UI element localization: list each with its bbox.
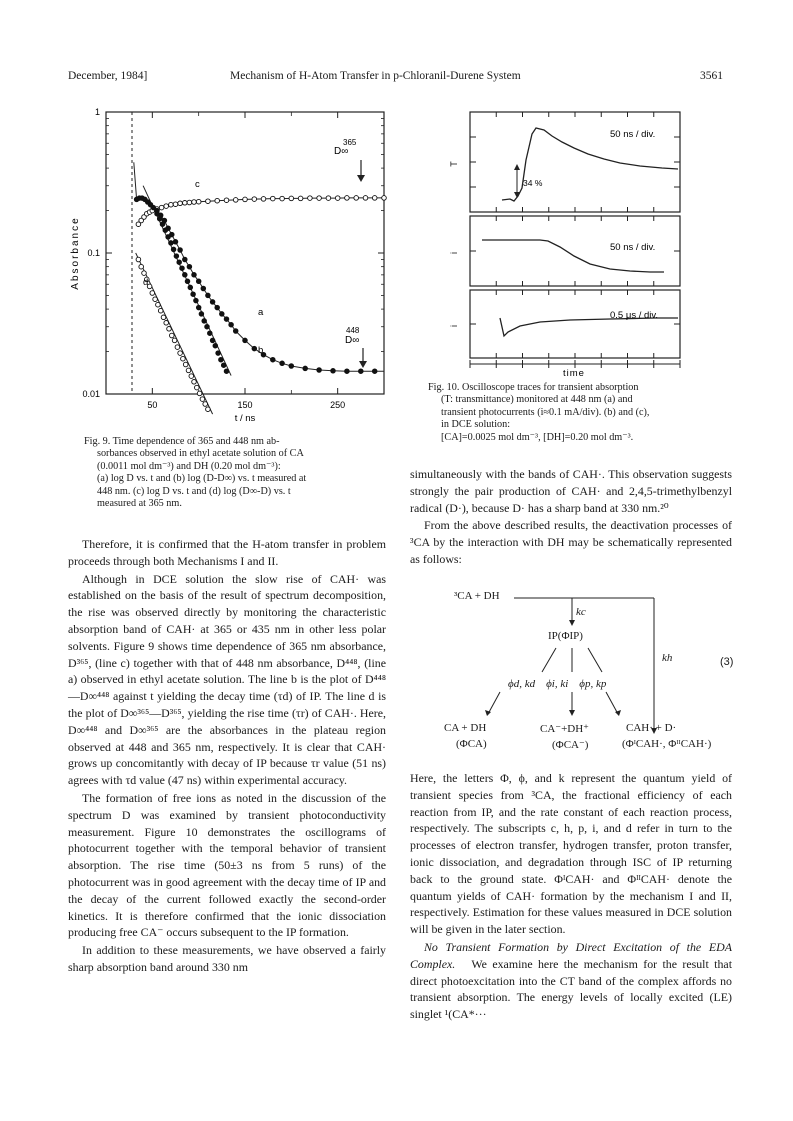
fig9-point-a xyxy=(173,240,178,245)
fig9-point-b xyxy=(177,260,182,265)
fig9-point-c xyxy=(243,197,248,202)
fig9-point-c xyxy=(345,196,350,201)
fig9-point-d xyxy=(164,321,169,326)
fig9-xtick-label: 150 xyxy=(237,400,253,410)
fig9-point-b xyxy=(180,266,185,271)
paragraph: Therefore, it is confirmed that the H-atom transfer in problem proceeds through both Mechanisms I and II. xyxy=(68,537,386,568)
fig9-point-c xyxy=(159,205,164,210)
fig9-point-c xyxy=(173,202,178,207)
fig9-label-c: c xyxy=(195,179,200,190)
fig9-point-b xyxy=(183,273,188,278)
fig10-caption-line: (T: transmittance) monitored at 448 nm (a) and xyxy=(441,394,633,406)
fig9-point-a xyxy=(229,322,234,327)
fig10-ylabel-i: i xyxy=(449,252,459,254)
fig9-point-d xyxy=(206,407,211,412)
fig9-label-a: a xyxy=(258,307,264,318)
fig9-point-d xyxy=(150,291,155,296)
fig9-point-a xyxy=(331,369,336,374)
fig9-caption-line: (a) log D vs. t and (b) log (D-D∞) vs. t measured at xyxy=(97,473,307,485)
paragraph: The formation of free ions as noted in the discussion of the spectrum D was examined by transient photoconductivity measurement. Figure 10 demonstrates the oscillograms of photocurrent together with the temporal behavior of transient absorption. The rise time (50±3 ns from 5 runs) of the photocurrent was in good agreement with the decay time of IP and the decay of the current followed exactly the second-order kinetics. It is therefore confirmed that the ionic dissociation producing free CA⁻ occurs subsequent to the IP formation. xyxy=(68,790,386,940)
fig10-caption-line: Fig. 10. Oscilloscope traces for transient absorption xyxy=(428,382,639,393)
fig9-point-b xyxy=(221,363,226,368)
fig9-dinf448: D∞ xyxy=(345,335,360,346)
fig9-point-a xyxy=(201,286,206,291)
fig9-point-c xyxy=(382,196,387,201)
fig9-point-a xyxy=(303,366,308,371)
fig9-point-d xyxy=(170,333,175,338)
fig9-point-b xyxy=(199,312,204,317)
fig9-point-c xyxy=(183,201,188,206)
fig9-point-c xyxy=(252,197,257,202)
fig9-point-d xyxy=(181,356,186,361)
fig9-point-d xyxy=(167,327,172,332)
fig9-point-a xyxy=(271,357,276,362)
fig9-point-b xyxy=(213,343,218,348)
fig9-arrowhead-448 xyxy=(359,361,367,368)
fig9-point-c xyxy=(280,196,285,201)
fig9-point-d xyxy=(183,362,188,367)
fig9-caption-line: measured at 365 nm. xyxy=(97,498,182,510)
fig9-point-c xyxy=(289,196,294,201)
fig9-point-b xyxy=(205,324,210,329)
fig10-panel2-label: 50 ns / div. xyxy=(610,242,656,253)
fig9-point-c xyxy=(372,196,377,201)
section-heading: No Transient Formation by Direct Excitation of the EDA Complex. xyxy=(410,939,732,971)
fig9-point-b xyxy=(155,211,160,216)
fig9-point-a xyxy=(317,368,322,373)
fig9-point-a xyxy=(289,364,294,369)
fig9-point-a xyxy=(359,369,364,374)
fig9-point-a xyxy=(252,346,257,351)
scheme-product-ground: CA + DH xyxy=(444,722,487,734)
fig9-point-b xyxy=(194,298,199,303)
fig9-caption-line: sorbances observed in ethyl acetate solution of CA xyxy=(97,448,304,460)
scheme-product-radicals: CAH· + D· xyxy=(626,722,677,734)
fig9-xtick-label: 250 xyxy=(330,400,346,410)
fig9-point-d xyxy=(192,380,197,385)
fig9-point-b xyxy=(157,216,162,221)
scheme-kh: kh xyxy=(662,652,673,664)
fig9-point-a xyxy=(243,338,248,343)
fig9-ytick-label: 0.1 xyxy=(87,248,100,258)
fig10-xlabel: time xyxy=(563,368,585,379)
fig9-point-a xyxy=(224,317,229,322)
reaction-scheme xyxy=(430,586,740,756)
fig9-point-c xyxy=(308,196,313,201)
fig9-point-d xyxy=(153,297,158,302)
paragraph: Although in DCE solution the slow rise of CAH· was established on the basis of the result of spectrum decomposition, the rise was observed directly by monitoring the characteristic absorption band of CAH· at 365 or 435 nm in other less polar solvents. Figure 9 shows time dependence of 365 nm absorbance, D³⁶⁵, (line c) together with that of 448 nm absorbance, D⁴⁴⁸, (line a) observed in ethyl acetate solution. The line b is the plot of D⁴⁴⁸—D∞⁴⁴⁸ against t yielding the decay time (τd) of IP. The line d is the plot of D∞³⁶⁵—D³⁶⁵, yielding the rise time (τr) of CAH·. Here, D∞⁴⁴⁸ and D∞³⁶⁵ are the absorbances in the plateau region observed at 448 and 365 nm, respectively. It is clear that CAH· grows up concomitantly with decay of IP because τr value (51 ns) agrees with τd value (47 ns) within experimental accuracy. xyxy=(68,571,386,788)
fig9-point-c xyxy=(178,201,183,206)
paragraph: Here, the letters Φ, ϕ, and k represent the quantum yield of transient species from ³CA, the fractional efficiency of each reaction from IP, and the rate constant of each reaction process, respectively. The subscripts c, h, p, i, and d refer in turn to the processes of electron transfer, hydrogen transfer, proton transfer, ionic dissociation, and degradation through ISC of IP returning back to the ground state. ΦᴵCAH· and ΦᴵᴵCAH· denote the quantum yields of CAH· formation by the mechanism I and II, respectively. Estimation for these values measured in DCE solution will be given in the later section. xyxy=(410,771,732,937)
fig9-point-a xyxy=(215,305,220,310)
paragraph: In addition to these measurements, we have observed a fairly sharp absorption band around 330 nm xyxy=(68,943,386,974)
fig9-ylabel: Absorbance xyxy=(70,216,81,290)
fig9-point-c xyxy=(215,198,220,203)
left-column-text xyxy=(68,536,386,977)
fig9-point-c xyxy=(298,196,303,201)
fig9-point-b xyxy=(171,247,176,252)
fig9-point-a xyxy=(183,257,188,262)
fig9-point-d xyxy=(197,391,202,396)
fig9-xlabel: t / ns xyxy=(234,413,256,424)
fig9-point-d xyxy=(189,374,194,379)
fig9-point-d xyxy=(161,315,166,320)
fig9-label-b: b xyxy=(258,345,264,356)
fig10-ylabel-t: T xyxy=(449,161,459,167)
fig9-point-c xyxy=(363,196,368,201)
fig9-point-b xyxy=(210,338,215,343)
fig9-point-a xyxy=(372,369,377,374)
fig9-point-b xyxy=(174,254,179,259)
fig10-ylabel-i2: i xyxy=(449,325,459,327)
scheme-reactant: ³CA + DH xyxy=(454,590,500,602)
fig9-dinf365: D∞ xyxy=(334,146,349,157)
fig10-marker-arrow-up xyxy=(514,164,520,170)
paragraph: simultaneously with the bands of CAH·. This observation suggests strongly the pair production of CAH· and 2,4,5-trimethylbenzyl radical (D·), because D· has a sharp band at 330 nm.²⁰ xyxy=(410,467,732,515)
scheme-eq-number: (3) xyxy=(720,656,734,668)
fig10-caption-line: in DCE solution: xyxy=(441,419,511,431)
fig9-point-d xyxy=(136,257,141,262)
fig9-point-c xyxy=(335,196,340,201)
fig9-dinf365-sup: 365 xyxy=(343,138,357,147)
fig9-caption xyxy=(84,436,404,510)
fig9-point-c xyxy=(271,196,276,201)
fig9-point-d xyxy=(175,345,180,350)
fig9-point-a xyxy=(345,369,350,374)
figure-9 xyxy=(60,100,400,430)
fig9-point-c xyxy=(233,198,238,203)
fig9-point-b xyxy=(185,279,190,284)
fig9-point-d xyxy=(178,351,183,356)
right-column-text-bottom xyxy=(410,770,732,1024)
fig9-point-c xyxy=(169,202,174,207)
running-head-title: Mechanism of H-Atom Transfer in p-Chloranil-Durene System xyxy=(230,70,521,82)
figure-10 xyxy=(440,100,700,390)
fig9-point-b xyxy=(216,351,221,356)
fig9-point-b xyxy=(191,292,196,297)
fig9-point-a xyxy=(220,312,225,317)
fig9-point-a xyxy=(187,264,192,269)
fig9-point-a xyxy=(192,273,197,278)
fig9-point-c xyxy=(192,200,197,205)
fig9-point-a xyxy=(196,279,201,284)
fig9-point-c xyxy=(261,197,266,202)
fig9-label-d: d xyxy=(143,277,149,288)
fig9-point-b xyxy=(196,305,201,310)
fig9-ytick-label: 1 xyxy=(94,107,100,117)
fig9-point-b xyxy=(219,357,224,362)
fig9-point-c xyxy=(317,196,322,201)
paragraph-body: We examine here the mechanism for the result that direct photoexcitation into the CT band of the complex affords no transient absorption. The energy levels of locally excited (LE) singlet ¹(CA*··· xyxy=(410,956,733,1022)
fig9-point-a xyxy=(178,248,183,253)
fig9-point-d xyxy=(186,368,191,373)
fig9-point-b xyxy=(160,222,165,227)
fig10-caption-line: transient photocurrents (i≈0.1 mA/div). (b) and (c), xyxy=(441,406,650,418)
paragraph xyxy=(410,939,732,1023)
fig9-xtick-label: 50 xyxy=(147,400,158,410)
fig9-caption-line: (0.0011 mol dm⁻³) and DH (0.20 mol dm⁻³): xyxy=(97,460,281,472)
fig9-dinf448-sup: 448 xyxy=(346,326,360,335)
fig9-point-d xyxy=(142,271,147,276)
scheme-product-ions: CA⁻+DH⁺ xyxy=(540,723,589,735)
fig10-panel1-label: 50 ns / div. xyxy=(610,129,656,140)
fig9-point-a xyxy=(280,361,285,366)
fig9-point-d xyxy=(200,397,205,402)
fig9-point-a xyxy=(210,300,215,305)
fig9-point-a xyxy=(206,293,211,298)
fig9-point-b xyxy=(208,331,213,336)
fig9-point-d xyxy=(172,338,177,343)
fig10-panel3-label: 0.5 μs / div. xyxy=(610,310,659,321)
fig9-point-d xyxy=(203,402,208,407)
fig9-point-c xyxy=(206,199,211,204)
fig9-point-c xyxy=(164,204,169,209)
fig9-point-d xyxy=(156,302,161,307)
fig10-panel-a xyxy=(470,112,680,212)
fig9-point-d xyxy=(195,385,200,390)
fig9-point-a xyxy=(233,329,238,334)
fig10-caption xyxy=(428,382,748,444)
fig9-caption-line: 448 nm. (c) log D vs. t and (d) log (D∞-D) vs. t xyxy=(97,485,291,497)
fig9-caption-line: Fig. 9. Time dependence of 365 and 448 nm ab- xyxy=(84,436,280,447)
fig9-point-b xyxy=(224,369,229,374)
fig9-point-c xyxy=(224,198,229,203)
fig9-point-b xyxy=(188,285,193,290)
page-number: 3561 xyxy=(700,70,723,82)
fig9-arrowhead-365 xyxy=(357,175,365,182)
fig9-point-b xyxy=(169,241,174,246)
paragraph: From the above described results, the deactivation processes of ³CA by the interaction with DH may be schematically represented as follows: xyxy=(410,518,732,566)
fig9-ytick-label: 0.01 xyxy=(82,389,100,399)
fig9-point-c xyxy=(196,199,201,204)
running-head-date: December, 1984] xyxy=(68,70,148,82)
fig9-point-c xyxy=(326,196,331,201)
right-column-text-top xyxy=(410,466,732,569)
fig9-point-b xyxy=(166,235,171,240)
scheme-branches: ϕd, kd ϕi, ki ϕp, kp xyxy=(508,678,607,690)
fig10-caption-line: [CA]=0.0025 mol dm⁻³, [DH]=0.20 mol dm⁻³. xyxy=(441,431,634,443)
fig9-point-b xyxy=(163,228,168,233)
fig9-point-b xyxy=(202,319,207,324)
scheme-product-ions-yield: (ΦCA⁻) xyxy=(552,739,589,751)
scheme-product-radicals-yield: (ΦᴵCAH·, ΦᴵᴵCAH·) xyxy=(622,738,712,750)
fig10-pct: 34 % xyxy=(523,178,543,188)
fig9-point-c xyxy=(354,196,359,201)
scheme-ip: IP(ΦIP) xyxy=(548,630,583,642)
fig9-point-d xyxy=(139,264,144,269)
fig9-point-d xyxy=(158,308,163,313)
fig9-point-c xyxy=(187,200,192,205)
scheme-kc: kc xyxy=(576,606,586,618)
scheme-product-ground-yield: (ΦCA) xyxy=(456,738,487,750)
